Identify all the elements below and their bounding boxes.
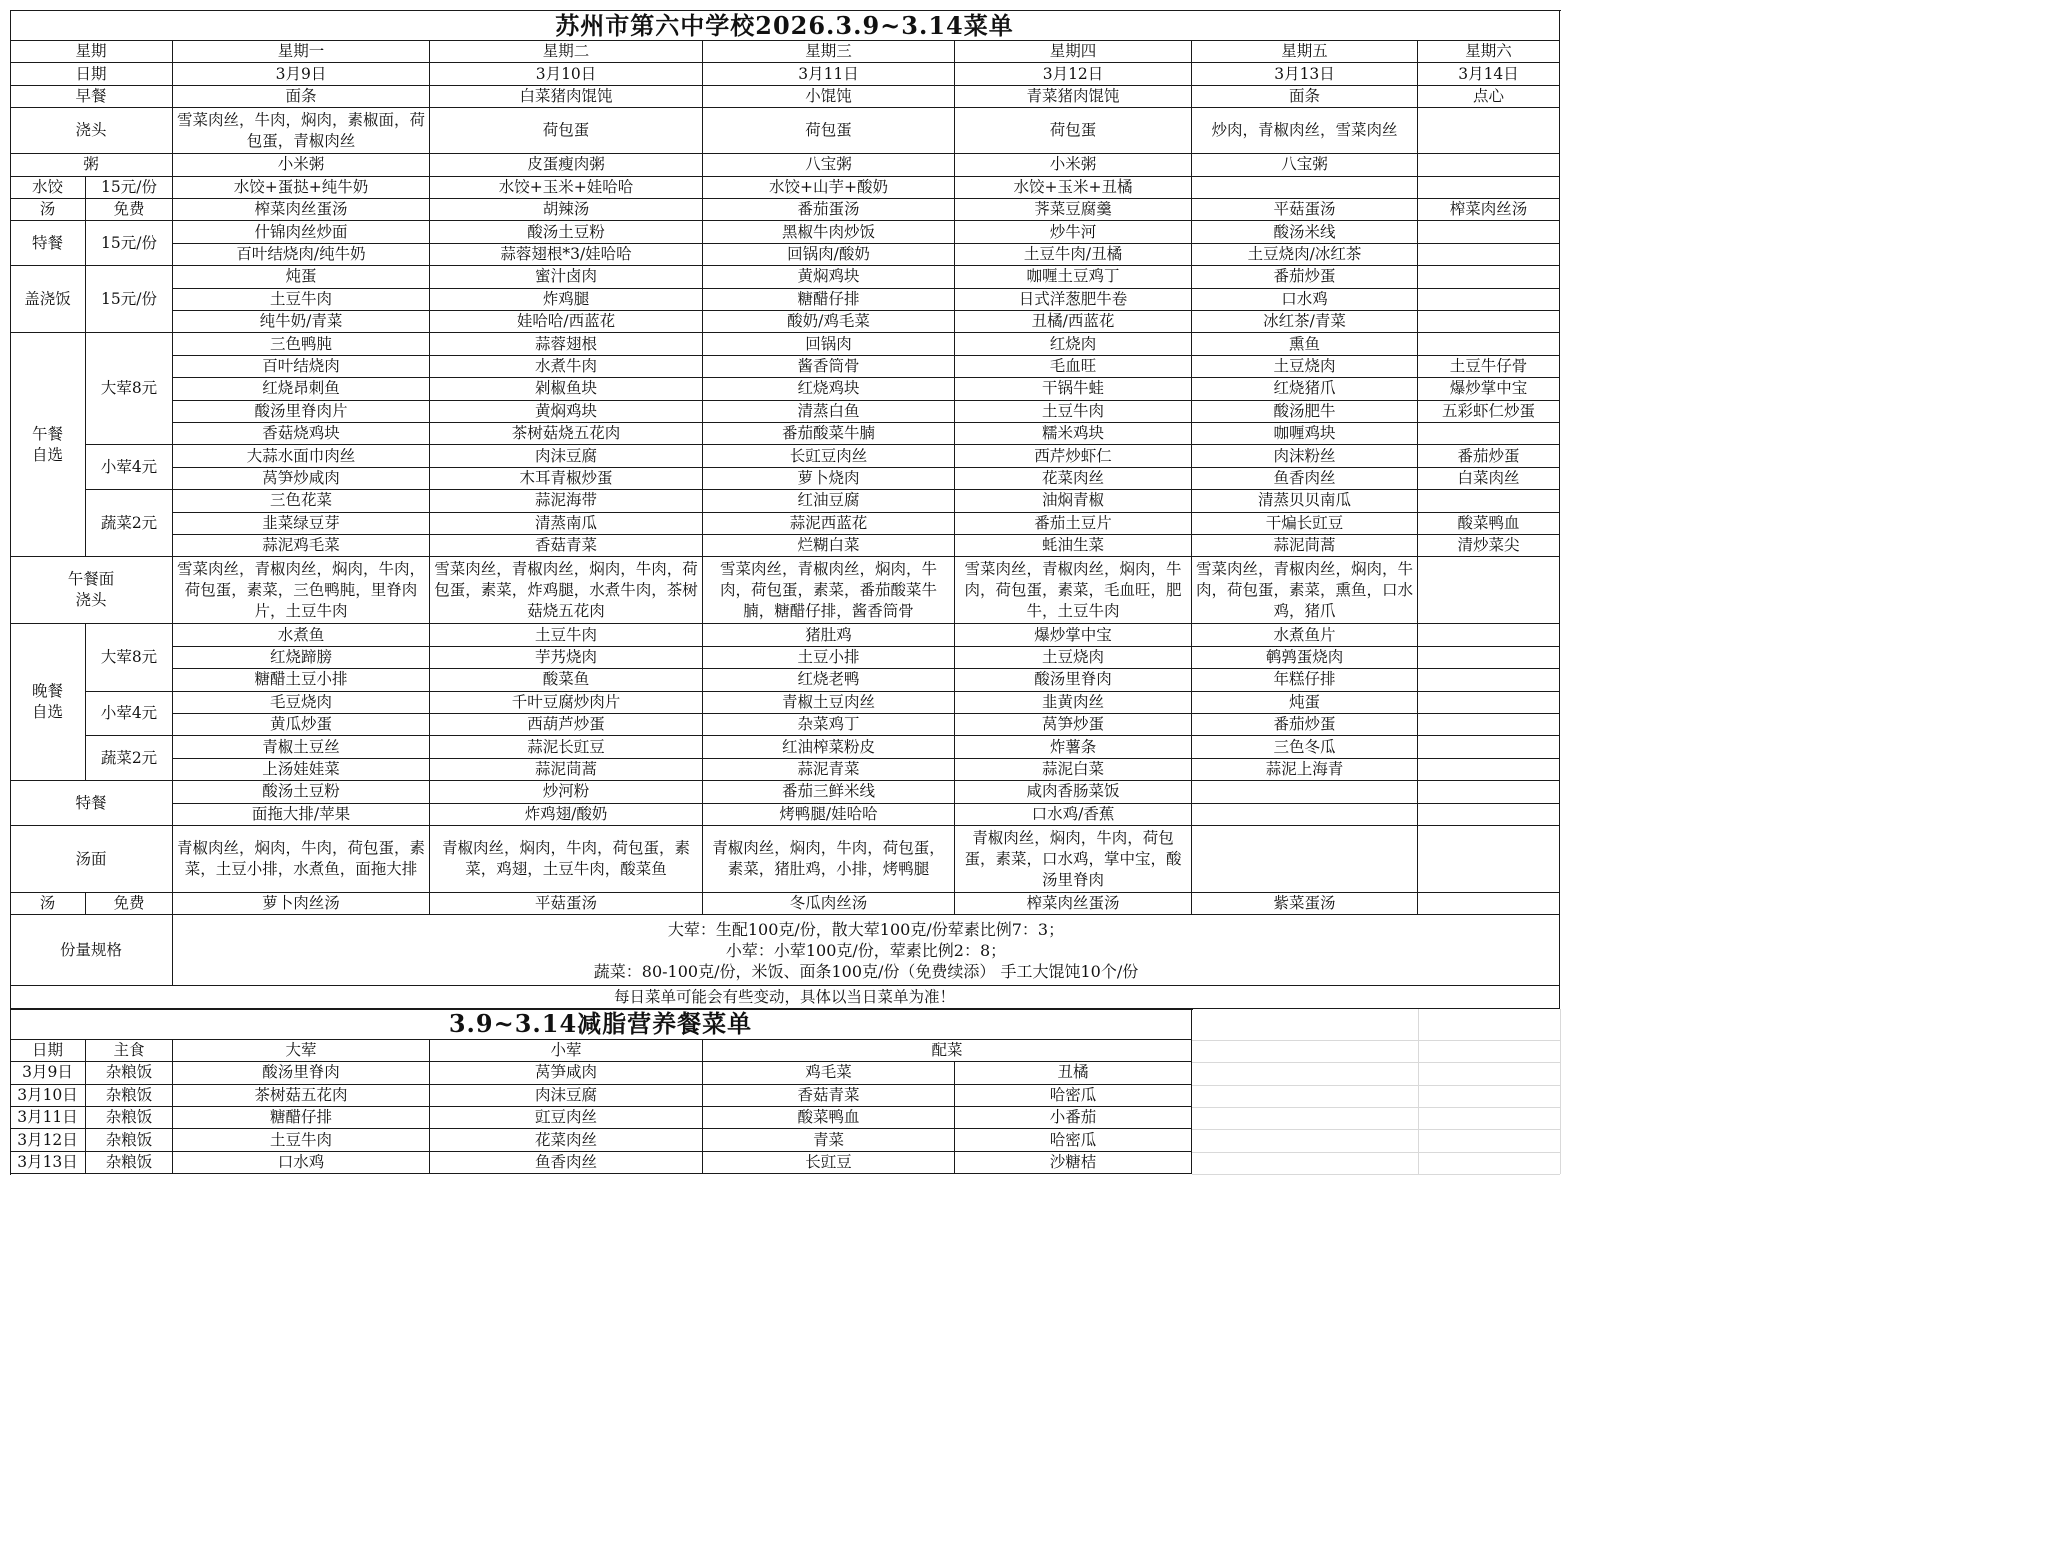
diet-main: 口水鸡 bbox=[173, 1152, 430, 1174]
rice-bowl-item: 口水鸡 bbox=[1192, 289, 1418, 311]
porridge-item: 八宝粥 bbox=[703, 154, 955, 176]
dinner-item: 千叶豆腐炒肉片 bbox=[430, 692, 703, 714]
porridge-item: 皮蛋瘦肉粥 bbox=[430, 154, 703, 176]
lunch-item: 萝卜烧肉 bbox=[703, 468, 955, 490]
soup-item: 平菇蛋汤 bbox=[1192, 199, 1418, 221]
portion-spec bbox=[173, 915, 1560, 986]
diet-title: 3.9~3.14减脂营养餐菜单 bbox=[10, 1009, 1192, 1040]
lunch-item: 百叶结烧肉 bbox=[173, 356, 430, 378]
rice-bowl-item bbox=[1418, 289, 1560, 311]
dinner-item: 青椒土豆丝 bbox=[173, 736, 430, 758]
special-item: 什锦肉丝炒面 bbox=[173, 221, 430, 243]
lunch-noodle-item: 雪菜肉丝，青椒肉丝，焖肉，牛肉，荷包蛋，素菜，熏鱼，口水鸡，猪爪 bbox=[1192, 557, 1418, 624]
dinner-soup-item: 冬瓜肉丝汤 bbox=[703, 893, 955, 915]
dinner-item: 毛豆烧肉 bbox=[173, 692, 430, 714]
breakfast-item: 面条 bbox=[1192, 86, 1418, 108]
lunch-item bbox=[1418, 333, 1560, 355]
lunch-noodle-item: 雪菜肉丝，青椒肉丝，焖肉，牛肉，荷包蛋，素菜，毛血旺，肥牛，土豆牛肉 bbox=[955, 557, 1192, 624]
special-item: 酸汤米线 bbox=[1192, 221, 1418, 243]
rice-bowl-item: 蜜汁卤肉 bbox=[430, 266, 703, 288]
diet-staple: 杂粮饭 bbox=[86, 1129, 173, 1151]
dinner-soup-price: 免费 bbox=[86, 893, 173, 915]
soup-item: 胡辣汤 bbox=[430, 199, 703, 221]
soup-item: 番茄蛋汤 bbox=[703, 199, 955, 221]
special-item: 土豆烧肉/冰红茶 bbox=[1192, 244, 1418, 266]
dinner-soup-item: 平菇蛋汤 bbox=[430, 893, 703, 915]
diet-staple: 杂粮饭 bbox=[86, 1152, 173, 1174]
dinner-special-item bbox=[1418, 781, 1560, 803]
soup-price: 免费 bbox=[86, 199, 173, 221]
day-header: 星期一 bbox=[173, 41, 430, 63]
dinner-item: 蒜泥上海青 bbox=[1192, 759, 1418, 781]
lunch-item: 糯米鸡块 bbox=[955, 423, 1192, 445]
topping-item: 荷包蛋 bbox=[703, 108, 955, 154]
topping-item: 雪菜肉丝，牛肉，焖肉，素椒面，荷包蛋，青椒肉丝 bbox=[173, 108, 430, 154]
lunch-item: 酸菜鸭血 bbox=[1418, 513, 1560, 535]
date-header: 3月14日 bbox=[1418, 63, 1560, 85]
lunch-item: 蒜泥茼蒿 bbox=[1192, 535, 1418, 557]
menu-title: 苏州市第六中学校2026.3.9~3.14菜单 bbox=[10, 10, 1560, 41]
lunch-item: 番茄炒蛋 bbox=[1418, 445, 1560, 467]
sheet-gridline bbox=[1192, 1129, 1560, 1130]
noodle-soup-item: 青椒肉丝，焖肉，牛肉，荷包蛋，素菜，鸡翅，土豆牛肉，酸菜鱼 bbox=[430, 826, 703, 893]
dinner-item: 红烧老鸭 bbox=[703, 669, 955, 691]
dumpling-label: 水饺 bbox=[10, 177, 86, 199]
special-label: 特餐 bbox=[10, 221, 86, 266]
dinner-item: 爆炒掌中宝 bbox=[955, 624, 1192, 646]
lunch-item: 西芹炒虾仁 bbox=[955, 445, 1192, 467]
sheet-gridline bbox=[1192, 1062, 1560, 1063]
diet-staple: 杂粮饭 bbox=[86, 1107, 173, 1129]
dinner-item: 杂菜鸡丁 bbox=[703, 714, 955, 736]
date-header: 3月12日 bbox=[955, 63, 1192, 85]
dinner-item: 水煮鱼片 bbox=[1192, 624, 1418, 646]
lunch-noodle-item: 雪菜肉丝，青椒肉丝，焖肉，牛肉，荷包蛋，素菜，三色鸭肫，里脊肉片，土豆牛肉 bbox=[173, 557, 430, 624]
porridge-item: 八宝粥 bbox=[1192, 154, 1418, 176]
lunch-item: 茶树菇烧五花肉 bbox=[430, 423, 703, 445]
soup-label: 汤 bbox=[10, 199, 86, 221]
diet-side: 小番茄 bbox=[955, 1107, 1192, 1129]
dinner-item: 酸汤里脊肉 bbox=[955, 669, 1192, 691]
diet-main: 酸汤里脊肉 bbox=[173, 1062, 430, 1084]
sheet-gridline bbox=[1192, 1107, 1560, 1108]
lunch-item: 清蒸南瓜 bbox=[430, 513, 703, 535]
lunch-item: 干锅牛蛙 bbox=[955, 378, 1192, 400]
dinner-item: 水煮鱼 bbox=[173, 624, 430, 646]
lunch-item: 清蒸白鱼 bbox=[703, 401, 955, 423]
dinner-soup-label: 汤 bbox=[10, 893, 86, 915]
noodle-soup-item: 青椒肉丝，焖肉，牛肉，荷包蛋，素菜，猪肚鸡，小排，烤鸭腿 bbox=[703, 826, 955, 893]
dinner-item: 芋艿烧肉 bbox=[430, 647, 703, 669]
rice-bowl-item: 土豆牛肉 bbox=[173, 289, 430, 311]
dinner-soup-item: 萝卜肉丝汤 bbox=[173, 893, 430, 915]
diet-side: 鸡毛菜 bbox=[703, 1062, 955, 1084]
rice-bowl-item: 糖醋仔排 bbox=[703, 289, 955, 311]
dinner-item: 蒜泥长豇豆 bbox=[430, 736, 703, 758]
dinner-item: 炖蛋 bbox=[1192, 692, 1418, 714]
diet-date: 3月11日 bbox=[10, 1107, 86, 1129]
header-date-label: 日期 bbox=[10, 63, 173, 85]
lunch-item: 五彩虾仁炒蛋 bbox=[1418, 401, 1560, 423]
lunch-item: 红油豆腐 bbox=[703, 490, 955, 512]
diet-date: 3月9日 bbox=[10, 1062, 86, 1084]
diet-header-date: 日期 bbox=[10, 1040, 86, 1062]
dinner-item: 黄瓜炒蛋 bbox=[173, 714, 430, 736]
lunch-item: 红烧昂刺鱼 bbox=[173, 378, 430, 400]
lunch-item: 咖喱鸡块 bbox=[1192, 423, 1418, 445]
dinner-item: 酸菜鱼 bbox=[430, 669, 703, 691]
sheet-gridline bbox=[1192, 1174, 1560, 1175]
notice: 每日菜单可能会有些变动，具体以当日菜单为准！ bbox=[10, 986, 1560, 1008]
dumpling-item: 水饺+蛋挞+纯牛奶 bbox=[173, 177, 430, 199]
special-item: 回锅肉/酸奶 bbox=[703, 244, 955, 266]
rice-bowl-item bbox=[1418, 311, 1560, 333]
rice-bowl-item bbox=[1418, 266, 1560, 288]
dinner-item bbox=[1418, 736, 1560, 758]
sheet-gridline bbox=[1192, 1085, 1560, 1086]
dinner-item: 土豆牛肉 bbox=[430, 624, 703, 646]
day-header: 星期二 bbox=[430, 41, 703, 63]
lunch-item: 干煸长豇豆 bbox=[1192, 513, 1418, 535]
dinner-item: 蒜泥茼蒿 bbox=[430, 759, 703, 781]
topping-item: 炒肉，青椒肉丝，雪菜肉丝 bbox=[1192, 108, 1418, 154]
noodle-soup-label: 汤面 bbox=[10, 826, 173, 893]
diet-header-staple: 主食 bbox=[86, 1040, 173, 1062]
lunch-item: 回锅肉 bbox=[703, 333, 955, 355]
dinner-soup-item: 榨菜肉丝蛋汤 bbox=[955, 893, 1192, 915]
diet-side: 哈密瓜 bbox=[955, 1129, 1192, 1151]
diet-header-minor: 小荤 bbox=[430, 1040, 703, 1062]
dinner-special-label: 特餐 bbox=[10, 781, 173, 826]
dinner-item: 糖醋土豆小排 bbox=[173, 669, 430, 691]
diet-side: 香菇青菜 bbox=[703, 1085, 955, 1107]
portion-label: 份量规格 bbox=[10, 915, 173, 986]
lunch-item: 红烧猪爪 bbox=[1192, 378, 1418, 400]
dinner-special-item: 面拖大排/苹果 bbox=[173, 804, 430, 826]
dinner-item: 韭黄肉丝 bbox=[955, 692, 1192, 714]
dinner-item: 年糕仔排 bbox=[1192, 669, 1418, 691]
lunch-item: 三色花菜 bbox=[173, 490, 430, 512]
lunch-item: 酸汤肥牛 bbox=[1192, 401, 1418, 423]
portion-line: 蔬菜：80-100克/份，米饭、面条100克/份（免费续添） 手工大馄饨10个/份 bbox=[593, 961, 1139, 981]
topping-item: 荷包蛋 bbox=[955, 108, 1192, 154]
lunch-item: 番茄酸菜牛腩 bbox=[703, 423, 955, 445]
lunch-item: 蒜泥鸡毛菜 bbox=[173, 535, 430, 557]
breakfast-label: 早餐 bbox=[10, 86, 173, 108]
rice-bowl-item: 日式洋葱肥牛卷 bbox=[955, 289, 1192, 311]
lunch-item: 莴笋炒咸肉 bbox=[173, 468, 430, 490]
diet-staple: 杂粮饭 bbox=[86, 1085, 173, 1107]
dinner-special-item bbox=[1418, 804, 1560, 826]
lunch-label: 午餐 自选 bbox=[10, 333, 86, 557]
dinner-group-label: 小荤4元 bbox=[86, 692, 173, 737]
sheet-gridline bbox=[1192, 1040, 1560, 1041]
lunch-item: 蒜泥西蓝花 bbox=[703, 513, 955, 535]
portion-line: 大荤：生配100克/份，散大荤100克/份荤素比例7：3； bbox=[667, 919, 1065, 939]
date-header: 3月9日 bbox=[173, 63, 430, 85]
diet-main: 茶树菇五花肉 bbox=[173, 1085, 430, 1107]
header-day-label: 星期 bbox=[10, 41, 173, 63]
day-header: 星期五 bbox=[1192, 41, 1418, 63]
diet-minor: 花菜肉丝 bbox=[430, 1129, 703, 1151]
lunch-item: 白菜肉丝 bbox=[1418, 468, 1560, 490]
lunch-item: 清炒菜尖 bbox=[1418, 535, 1560, 557]
dinner-item: 猪肚鸡 bbox=[703, 624, 955, 646]
special-item: 蒜蓉翅根*3/娃哈哈 bbox=[430, 244, 703, 266]
diet-side: 酸菜鸭血 bbox=[703, 1107, 955, 1129]
dumpling-price: 15元/份 bbox=[86, 177, 173, 199]
lunch-item: 红烧鸡块 bbox=[703, 378, 955, 400]
rice-bowl-item: 娃哈哈/西蓝花 bbox=[430, 311, 703, 333]
rice-bowl-price: 15元/份 bbox=[86, 266, 173, 333]
dinner-item bbox=[1418, 692, 1560, 714]
dinner-special-item: 炸鸡翅/酸奶 bbox=[430, 804, 703, 826]
lunch-item: 蒜泥海带 bbox=[430, 490, 703, 512]
lunch-item: 木耳青椒炒蛋 bbox=[430, 468, 703, 490]
rice-bowl-item: 纯牛奶/青菜 bbox=[173, 311, 430, 333]
lunch-item: 土豆牛仔骨 bbox=[1418, 356, 1560, 378]
dinner-item: 红烧蹄膀 bbox=[173, 647, 430, 669]
dinner-item: 蒜泥青菜 bbox=[703, 759, 955, 781]
breakfast-item: 青菜猪肉馄饨 bbox=[955, 86, 1192, 108]
lunch-item: 香菇烧鸡块 bbox=[173, 423, 430, 445]
diet-staple: 杂粮饭 bbox=[86, 1062, 173, 1084]
lunch-group-label: 大荤8元 bbox=[86, 333, 173, 445]
dinner-special-item: 炒河粉 bbox=[430, 781, 703, 803]
soup-item: 榨菜肉丝汤 bbox=[1418, 199, 1560, 221]
dumpling-item bbox=[1418, 177, 1560, 199]
dumpling-item: 水饺+玉米+娃哈哈 bbox=[430, 177, 703, 199]
lunch-item: 烂糊白菜 bbox=[703, 535, 955, 557]
date-header: 3月11日 bbox=[703, 63, 955, 85]
special-item: 土豆牛肉/丑橘 bbox=[955, 244, 1192, 266]
lunch-noodle-item bbox=[1418, 557, 1560, 624]
lunch-item: 剁椒鱼块 bbox=[430, 378, 703, 400]
lunch-item: 黄焖鸡块 bbox=[430, 401, 703, 423]
day-header: 星期四 bbox=[955, 41, 1192, 63]
soup-item: 榨菜肉丝蛋汤 bbox=[173, 199, 430, 221]
lunch-item: 蚝油生菜 bbox=[955, 535, 1192, 557]
diet-side: 青菜 bbox=[703, 1129, 955, 1151]
diet-date: 3月10日 bbox=[10, 1085, 86, 1107]
dumpling-item: 水饺+玉米+丑橘 bbox=[955, 177, 1192, 199]
lunch-item: 清蒸贝贝南瓜 bbox=[1192, 490, 1418, 512]
day-header: 星期六 bbox=[1418, 41, 1560, 63]
diet-main: 糖醋仔排 bbox=[173, 1107, 430, 1129]
dinner-item bbox=[1418, 714, 1560, 736]
lunch-item: 香菇青菜 bbox=[430, 535, 703, 557]
lunch-item: 熏鱼 bbox=[1192, 333, 1418, 355]
dinner-item bbox=[1418, 647, 1560, 669]
date-header: 3月10日 bbox=[430, 63, 703, 85]
porridge-label: 粥 bbox=[10, 154, 173, 176]
dinner-soup-item bbox=[1418, 893, 1560, 915]
dinner-item: 土豆小排 bbox=[703, 647, 955, 669]
dinner-item bbox=[1418, 759, 1560, 781]
lunch-item: 韭菜绿豆芽 bbox=[173, 513, 430, 535]
porridge-item: 小米粥 bbox=[173, 154, 430, 176]
lunch-item: 水煮牛肉 bbox=[430, 356, 703, 378]
special-price: 15元/份 bbox=[86, 221, 173, 266]
breakfast-item: 白菜猪肉馄饨 bbox=[430, 86, 703, 108]
dinner-item: 红油榨菜粉皮 bbox=[703, 736, 955, 758]
rice-bowl-item: 黄焖鸡块 bbox=[703, 266, 955, 288]
lunch-group-label: 小荤4元 bbox=[86, 445, 173, 490]
lunch-noodle-label: 午餐面 浇头 bbox=[10, 557, 173, 624]
diet-side: 丑橘 bbox=[955, 1062, 1192, 1084]
rice-bowl-label: 盖浇饭 bbox=[10, 266, 86, 333]
special-item: 酸汤土豆粉 bbox=[430, 221, 703, 243]
date-header: 3月13日 bbox=[1192, 63, 1418, 85]
special-item bbox=[1418, 221, 1560, 243]
dinner-item: 土豆烧肉 bbox=[955, 647, 1192, 669]
diet-header-main: 大荤 bbox=[173, 1040, 430, 1062]
dinner-special-item: 酸汤土豆粉 bbox=[173, 781, 430, 803]
lunch-item: 花菜肉丝 bbox=[955, 468, 1192, 490]
special-item: 黑椒牛肉炒饭 bbox=[703, 221, 955, 243]
topping-item bbox=[1418, 108, 1560, 154]
porridge-item: 小米粥 bbox=[955, 154, 1192, 176]
dinner-item bbox=[1418, 669, 1560, 691]
lunch-item: 毛血旺 bbox=[955, 356, 1192, 378]
dinner-special-item bbox=[1192, 781, 1418, 803]
dinner-item: 蒜泥白菜 bbox=[955, 759, 1192, 781]
topping-label: 浇头 bbox=[10, 108, 173, 154]
lunch-item: 长豇豆肉丝 bbox=[703, 445, 955, 467]
lunch-item bbox=[1418, 423, 1560, 445]
dinner-item bbox=[1418, 624, 1560, 646]
noodle-soup-item: 青椒肉丝，焖肉，牛肉，荷包蛋，素菜，土豆小排，水煮鱼，面拖大排 bbox=[173, 826, 430, 893]
porridge-item bbox=[1418, 154, 1560, 176]
dinner-special-item: 咸肉香肠菜饭 bbox=[955, 781, 1192, 803]
lunch-item: 酸汤里脊肉片 bbox=[173, 401, 430, 423]
diet-minor: 肉沫豆腐 bbox=[430, 1085, 703, 1107]
lunch-item: 三色鸭肫 bbox=[173, 333, 430, 355]
lunch-item: 油焖青椒 bbox=[955, 490, 1192, 512]
rice-bowl-item: 丑橘/西蓝花 bbox=[955, 311, 1192, 333]
dinner-special-item: 烤鸭腿/娃哈哈 bbox=[703, 804, 955, 826]
rice-bowl-item: 酸奶/鸡毛菜 bbox=[703, 311, 955, 333]
sheet-gridline bbox=[1192, 1152, 1560, 1153]
rice-bowl-item: 咖喱土豆鸡丁 bbox=[955, 266, 1192, 288]
diet-minor: 豇豆肉丝 bbox=[430, 1107, 703, 1129]
topping-item: 荷包蛋 bbox=[430, 108, 703, 154]
dinner-item: 三色冬瓜 bbox=[1192, 736, 1418, 758]
lunch-item: 番茄土豆片 bbox=[955, 513, 1192, 535]
breakfast-item: 面条 bbox=[173, 86, 430, 108]
dinner-label: 晚餐 自选 bbox=[10, 624, 86, 781]
diet-minor: 鱼香肉丝 bbox=[430, 1152, 703, 1174]
dinner-special-item: 番茄三鲜米线 bbox=[703, 781, 955, 803]
dinner-item: 番茄炒蛋 bbox=[1192, 714, 1418, 736]
breakfast-item: 小馄饨 bbox=[703, 86, 955, 108]
lunch-item: 大蒜水面巾肉丝 bbox=[173, 445, 430, 467]
day-header: 星期三 bbox=[703, 41, 955, 63]
soup-item: 荠菜豆腐羹 bbox=[955, 199, 1192, 221]
diet-main: 土豆牛肉 bbox=[173, 1129, 430, 1151]
dumpling-item: 水饺+山芋+酸奶 bbox=[703, 177, 955, 199]
special-item: 百叶结烧肉/纯牛奶 bbox=[173, 244, 430, 266]
portion-line: 小荤：小荤100克/份，荤素比例2：8； bbox=[725, 940, 1007, 960]
special-item: 炒牛河 bbox=[955, 221, 1192, 243]
dumpling-item bbox=[1192, 177, 1418, 199]
sheet-gridline bbox=[1560, 1009, 1561, 1174]
diet-header-side: 配菜 bbox=[703, 1040, 1192, 1062]
lunch-item bbox=[1418, 490, 1560, 512]
lunch-item: 土豆牛肉 bbox=[955, 401, 1192, 423]
diet-side: 长豇豆 bbox=[703, 1152, 955, 1174]
rice-bowl-item: 炸鸡腿 bbox=[430, 289, 703, 311]
diet-minor: 莴笋咸肉 bbox=[430, 1062, 703, 1084]
dinner-soup-item: 紫菜蛋汤 bbox=[1192, 893, 1418, 915]
noodle-soup-item bbox=[1418, 826, 1560, 893]
diet-date: 3月13日 bbox=[10, 1152, 86, 1174]
diet-side: 沙糖桔 bbox=[955, 1152, 1192, 1174]
rice-bowl-item: 冰红茶/青菜 bbox=[1192, 311, 1418, 333]
lunch-item: 肉沫粉丝 bbox=[1192, 445, 1418, 467]
lunch-item: 红烧肉 bbox=[955, 333, 1192, 355]
dinner-item: 鹌鹑蛋烧肉 bbox=[1192, 647, 1418, 669]
lunch-item: 爆炒掌中宝 bbox=[1418, 378, 1560, 400]
dinner-group-label: 蔬菜2元 bbox=[86, 736, 173, 781]
breakfast-item: 点心 bbox=[1418, 86, 1560, 108]
sheet-gridline bbox=[1418, 1009, 1419, 1174]
diet-side: 哈密瓜 bbox=[955, 1085, 1192, 1107]
noodle-soup-item: 青椒肉丝，焖肉，牛肉，荷包蛋，素菜，口水鸡，掌中宝，酸汤里脊肉 bbox=[955, 826, 1192, 893]
lunch-item: 鱼香肉丝 bbox=[1192, 468, 1418, 490]
diet-date: 3月12日 bbox=[10, 1129, 86, 1151]
dinner-item: 莴笋炒蛋 bbox=[955, 714, 1192, 736]
lunch-item: 蒜蓉翅根 bbox=[430, 333, 703, 355]
dinner-special-item: 口水鸡/香蕉 bbox=[955, 804, 1192, 826]
dinner-item: 上汤娃娃菜 bbox=[173, 759, 430, 781]
rice-bowl-item: 炖蛋 bbox=[173, 266, 430, 288]
rice-bowl-item: 番茄炒蛋 bbox=[1192, 266, 1418, 288]
dinner-item: 西葫芦炒蛋 bbox=[430, 714, 703, 736]
lunch-group-label: 蔬菜2元 bbox=[86, 490, 173, 557]
lunch-noodle-item: 雪菜肉丝，青椒肉丝，焖肉，牛肉，荷包蛋，素菜，炸鸡腿，水煮牛肉，茶树菇烧五花肉 bbox=[430, 557, 703, 624]
dinner-group-label: 大荤8元 bbox=[86, 624, 173, 691]
noodle-soup-item bbox=[1192, 826, 1418, 893]
lunch-noodle-item: 雪菜肉丝，青椒肉丝，焖肉，牛肉，荷包蛋，素菜，番茄酸菜牛腩，糖醋仔排，酱香筒骨 bbox=[703, 557, 955, 624]
dinner-item: 青椒土豆肉丝 bbox=[703, 692, 955, 714]
lunch-item: 酱香筒骨 bbox=[703, 356, 955, 378]
dinner-item: 炸薯条 bbox=[955, 736, 1192, 758]
lunch-item: 土豆烧肉 bbox=[1192, 356, 1418, 378]
special-item bbox=[1418, 244, 1560, 266]
lunch-item: 肉沫豆腐 bbox=[430, 445, 703, 467]
dinner-special-item bbox=[1192, 804, 1418, 826]
